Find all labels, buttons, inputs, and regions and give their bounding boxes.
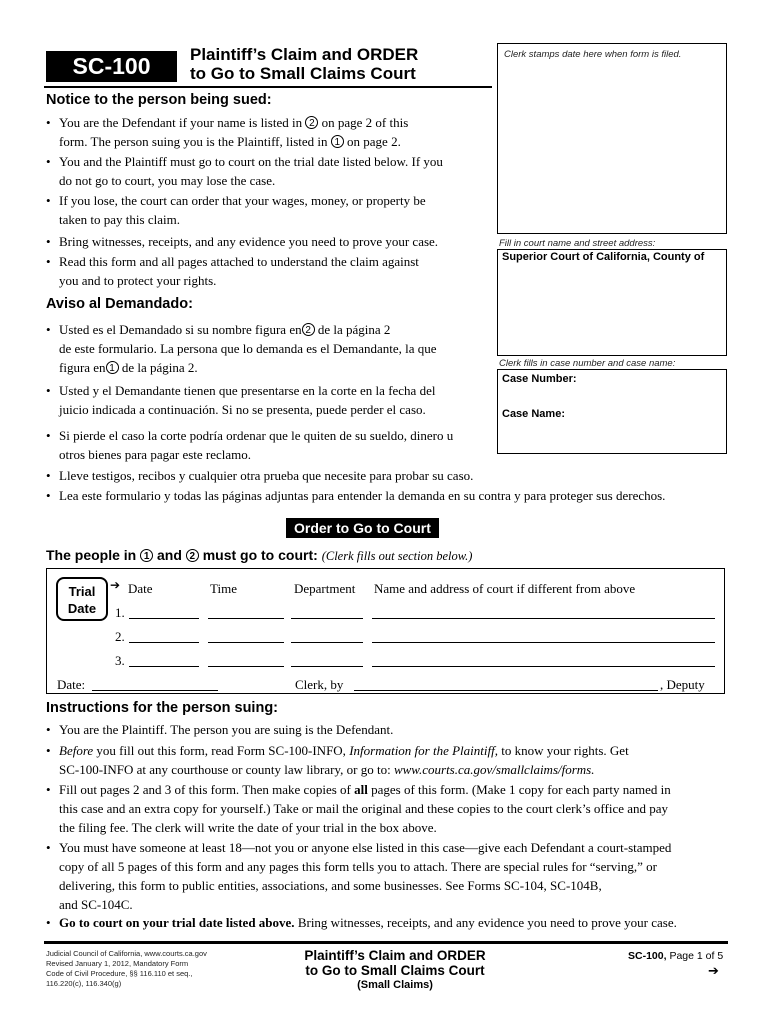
form-title-line1: Plaintiff’s Claim and ORDER: [190, 45, 419, 64]
party-2-marker: 2: [305, 116, 318, 129]
order-banner: Order to Go to Court: [286, 518, 439, 538]
clerk-by-label: Clerk, by: [295, 677, 344, 692]
trial-department-field[interactable]: [291, 642, 363, 643]
trial-department-field[interactable]: [291, 666, 363, 667]
notice-bullet-1: • You are the Defendant if your name is listed in 2 on page 2 of this form. The person suing you is the Plaintiff, listed in 1 on page 2.: [46, 115, 409, 149]
trial-department-field[interactable]: [291, 618, 363, 619]
aviso-heading: Aviso al Demandado:: [46, 296, 193, 312]
aviso-bullet-3: • Si pierde el caso la corte podría ordenar que le quiten de su sueldo, dinero u otros bienes para pagar este reclamo.: [46, 428, 454, 462]
notice-heading: Notice to the person being sued:: [46, 92, 272, 108]
clerk-signature-field[interactable]: [354, 690, 658, 691]
header-rule: [44, 86, 492, 88]
trial-time-field[interactable]: [208, 618, 284, 619]
trial-date-label: Trial Date: [56, 577, 108, 621]
trial-court-address-field[interactable]: [372, 666, 715, 667]
party-1-marker: 1: [140, 549, 153, 562]
party-1-marker: 1: [331, 135, 344, 148]
party-2-marker: 2: [186, 549, 199, 562]
case-name-label: Case Name:: [502, 408, 565, 420]
instruction-4: • You must have someone at least 18—not you or anyone else listed in this case—give each Defendant a court-stamped copy of all 5 pages of this form and any pages this form tells you to attach. There are special rules for “serving,” or delivering, this form to public entities, associations, and some businesses. See Forms SC-104, SC-104B, and SC-104C.: [46, 840, 672, 912]
clerk-date-field[interactable]: [92, 690, 218, 691]
trial-court-address-field[interactable]: [372, 642, 715, 643]
instruction-3: • Fill out pages 2 and 3 of this form. Then make copies of all pages of this form. (Make 1 copy for each party named in this case and an extra copy for yourself.) Take or mail the original and these copies to the court clerk’s office and pay the filing fee. The clerk will write the date of your trial in the box above.: [46, 782, 671, 835]
instruction-1: • You are the Plaintiff. The person you are suing is the Defendant.: [46, 722, 394, 737]
instructions-heading: Instructions for the person suing:: [46, 700, 279, 716]
trial-date-field[interactable]: [129, 618, 199, 619]
aviso-bullet-2: • Usted y el Demandante tienen que presentarse en la corte en la fecha del juicio indicada a continuación. Si no se presenta, puede perder el caso.: [46, 383, 436, 417]
aviso-bullet-4: • Lleve testigos, recibos y cualquier otra prueba que necesite para probar su caso.: [46, 468, 474, 483]
people-must-go-heading: The people in 1 and 2 must go to court: (Clerk fills out section below.): [46, 547, 473, 563]
form-id-badge: SC-100: [46, 51, 177, 82]
footer-rule: [44, 941, 728, 944]
trial-row-number: 3.: [115, 653, 125, 668]
col-court-address: Name and address of court if different from above: [374, 581, 636, 596]
trial-time-field[interactable]: [208, 642, 284, 643]
clerk-stamp-box[interactable]: [497, 43, 727, 234]
notice-bullet-3: • If you lose, the court can order that your wages, money, or property be taken to pay this claim.: [46, 193, 426, 227]
instruction-2: • Before you fill out this form, read Form SC-100-INFO, Information for the Plaintiff, to know your rights. Get SC-100-INFO at any courthouse or county law library, or go to: www.courts.ca.gov/smallclaims/forms.: [46, 743, 629, 777]
notice-bullet-5: • Read this form and all pages attached to understand the claim against you and to protect your rights.: [46, 254, 419, 288]
trial-row-number: 2.: [115, 629, 125, 644]
footer-title: Plaintiff’s Claim and ORDER to Go to Small Claims Court (Small Claims): [304, 948, 486, 991]
courts-url-link[interactable]: www.courts.ca.gov/smallclaims/forms.: [393, 762, 595, 777]
notice-bullet-4: • Bring witnesses, receipts, and any evidence you need to prove your case.: [46, 234, 439, 249]
case-fill-note: Clerk fills in case number and case name:: [499, 358, 676, 369]
col-department: Department: [294, 581, 356, 596]
next-page-arrow-icon: ➔: [708, 964, 719, 979]
col-date: Date: [128, 581, 153, 596]
trial-court-address-field[interactable]: [372, 618, 715, 619]
case-number-label: Case Number:: [502, 373, 577, 385]
footer-citation: Judicial Council of California, www.courts.ca.gov Revised January 1, 2012, Mandatory Form Code of Civil Procedure, §§ 116.110 et seq., 116.220(c), 116.340(g): [46, 949, 207, 988]
aviso-bullet-1: • Usted es el Demandado si su nombre figura en 2 de la página 2 de este formulario. La persona que lo demanda es el Demandante, la que figura en 1 de la página 2.: [46, 322, 437, 375]
arrow-icon: ➔: [110, 578, 121, 592]
instruction-5: • Go to court on your trial date listed above. Bring witnesses, receipts, and any evidence you need to prove your case.: [46, 915, 677, 930]
party-1-marker: 1: [106, 361, 119, 374]
court-fill-note: Fill in court name and street address:: [499, 238, 656, 249]
col-time: Time: [210, 581, 237, 596]
trial-time-field[interactable]: [208, 666, 284, 667]
deputy-label: , Deputy: [660, 677, 705, 692]
aviso-bullet-5: • Lea este formulario y todas las páginas adjuntas para entender la demanda en su contra y para proteger sus derechos.: [46, 488, 666, 503]
party-2-marker: 2: [302, 323, 315, 336]
court-name-box[interactable]: [497, 249, 727, 356]
trial-date-field[interactable]: [129, 642, 199, 643]
case-info-box[interactable]: [497, 369, 727, 454]
notice-bullet-2: • You and the Plaintiff must go to court on the trial date listed below. If you do not go to court, you may lose the case.: [46, 154, 443, 188]
trial-date-field[interactable]: [129, 666, 199, 667]
form-title: [190, 45, 418, 83]
court-label: Superior Court of California, County of: [502, 251, 705, 263]
form-title-line2: to Go to Small Claims Court: [190, 64, 416, 83]
trial-row-number: 1.: [115, 605, 125, 620]
footer-page-info: SC-100, Page 1 of 5: [628, 950, 724, 962]
clerk-date-label: Date:: [57, 677, 86, 692]
clerk-stamp-note: Clerk stamps date here when form is filed.: [504, 49, 682, 60]
